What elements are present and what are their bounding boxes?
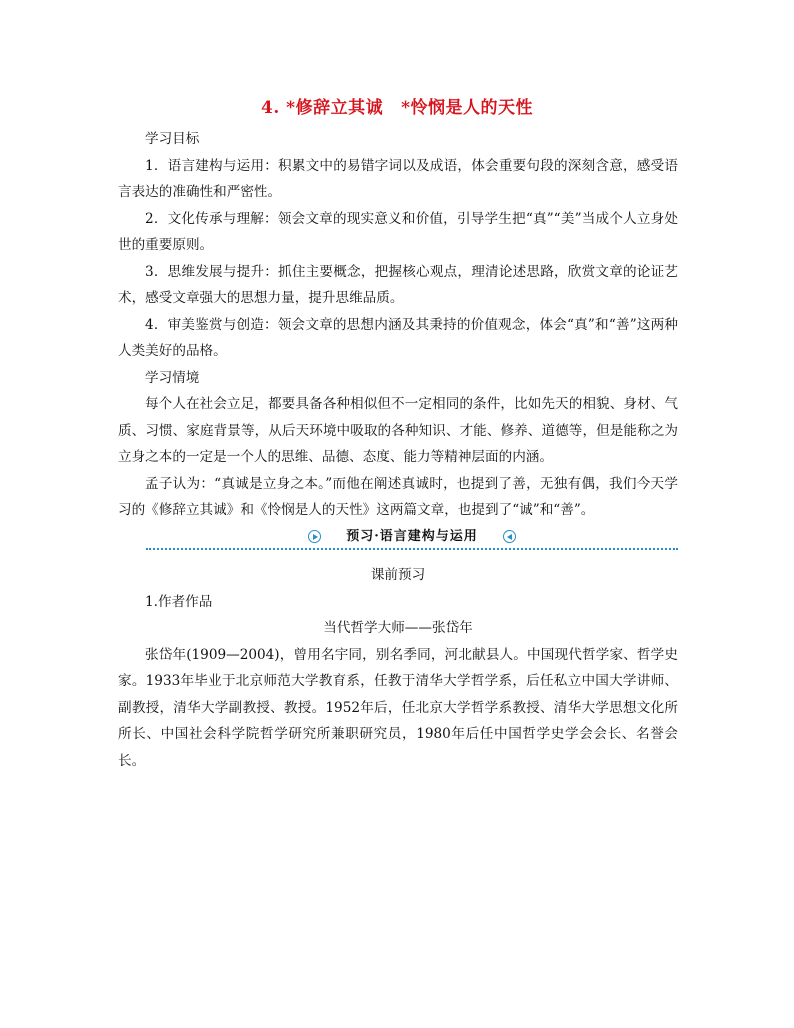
author-paragraph: 张岱年(1909—2004)，曾用名宇同，别名季同，河北献县人。中国现代哲学家、哲学史家。1933年毕业于北京师范大学教育系，任教于清华大学哲学系，后任私立中国大学讲师、副教授，清华大学副教授、教授。1952年后，任北京大学哲学系教授、清华大学思想文化所所长、中国社会科学院哲学研究所兼职研究员，1980年后任中国哲学史学会会长、名誉会长。	[118, 646, 678, 769]
goal-item: 1．语言建构与运用：积累文中的易错字词以及成语，体会重要句段的深刻含意，感受语言表达的准确性和严密性。	[118, 157, 678, 200]
goals-heading: 学习目标	[145, 131, 200, 147]
context-paragraph: 孟子认为：“真诚是立身之本。”而他在阐述真诚时，也提到了善，无独有偶，我们今天学习的《修辞立其诚》和《怜悯是人的天性》这两篇文章，也提到了“诚”和“善”。	[118, 475, 678, 518]
title-main: 4. *修辞立其诚	[261, 98, 384, 118]
page-title	[0, 93, 794, 118]
goal-item: 3．思维发展与提升：抓住主要概念，把握核心观点，理清论述思路，欣赏文章的论证艺术，感受文章强大的思想力量，提升思维品质。	[118, 263, 678, 306]
section-banner	[146, 527, 678, 549]
goal-item: 2．文化传承与理解：领会文章的现实意义和价值，引导学生把“真”“美”当成个人立身处世的重要原则。	[118, 210, 678, 253]
learning-goals-section	[118, 126, 678, 524]
banner-dotted-line	[146, 548, 678, 550]
goal-item: 4．审美鉴赏与创造：领会文章的思想内涵及其秉持的价值观念，体会“真”和“善”这两种人类美好的品格。	[118, 316, 678, 359]
preview-section	[118, 562, 678, 774]
context-heading: 学习情境	[145, 369, 200, 386]
preview-heading: 课前预习	[370, 567, 426, 583]
play-left-icon	[503, 530, 516, 543]
context-paragraph: 每个人在社会立足，都要具备各种相似但不一定相同的条件，比如先天的相貌、身材、气质、习惯、家庭背景等，从后天环境中吸取的各种知识、才能、修养、道德等，但是能称之为立身之本的一定是一个人的思维、品德、态度、能力等精神层面的内涵。	[118, 396, 678, 465]
title-second: *怜悯是人的天性	[401, 98, 533, 118]
preview-subheading: 1.作者作品	[145, 593, 213, 610]
banner-label: 预习·语言建构与运用	[306, 527, 518, 547]
play-right-icon	[308, 530, 321, 543]
article-title: 当代哲学大师——张岱年	[323, 620, 473, 636]
